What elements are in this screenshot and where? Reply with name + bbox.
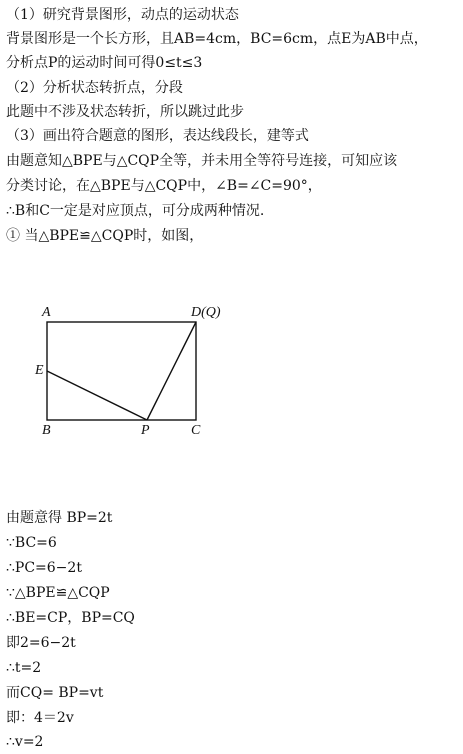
- point-b-label: B: [42, 423, 51, 438]
- rectangle-abcd: [47, 322, 196, 420]
- text-line-3: 分析点P的运动时间可得0≤t≤3: [6, 55, 203, 71]
- point-p-label: P: [141, 423, 150, 438]
- derivation-line-9: 即：4＝2v: [6, 710, 74, 726]
- derivation-line-8: 而CQ= BP=vt: [6, 685, 104, 701]
- point-a-label: A: [42, 305, 51, 320]
- text-line-7: 由题意知△BPE与△CQP全等，并未用全等符号连接，可知应该: [6, 153, 398, 169]
- text-line-2: 背景图形是一个长方形，且AB=4cm，BC=6cm，点E为AB中点，: [6, 31, 428, 47]
- derivation-line-2: ∵BC=6: [6, 535, 57, 551]
- point-c-label: C: [191, 423, 201, 438]
- derivation-line-7: ∴t=2: [6, 660, 42, 676]
- point-e-label: E: [35, 363, 44, 378]
- derivation-line-5: ∴BE=CP，BP=CQ: [6, 610, 135, 626]
- point-d-label: D(Q): [191, 305, 221, 320]
- text-line-10: ① 当△BPE≌△CQP时，如图，: [6, 228, 204, 244]
- text-line-1: （1）研究背景图形，动点的运动状态: [6, 7, 239, 23]
- derivation-line-6: 即2=6−2t: [6, 635, 76, 651]
- text-line-5: 此题中不涉及状态转折，所以跳过此步: [6, 104, 244, 120]
- derivation-line-4: ∵△BPE≌△CQP: [6, 585, 110, 601]
- text-line-6: （3）画出符合题意的图形，表达线段长，建等式: [6, 128, 309, 144]
- text-line-4: （2）分析状态转折点，分段: [6, 80, 183, 96]
- derivation-line-10: ∴v=2: [6, 734, 44, 750]
- derivation-line-3: ∴PC=6−2t: [6, 560, 82, 576]
- segment-ep: [47, 371, 147, 420]
- derivation-line-1: 由题意得 BP=2t: [6, 510, 113, 526]
- text-line-8: 分类讨论，在△BPE与△CQP中，∠B=∠C=90°，: [6, 178, 322, 194]
- segment-pq: [147, 322, 196, 420]
- text-line-9: ∴B和C一定是对应顶点，可分成两种情况.: [6, 203, 265, 219]
